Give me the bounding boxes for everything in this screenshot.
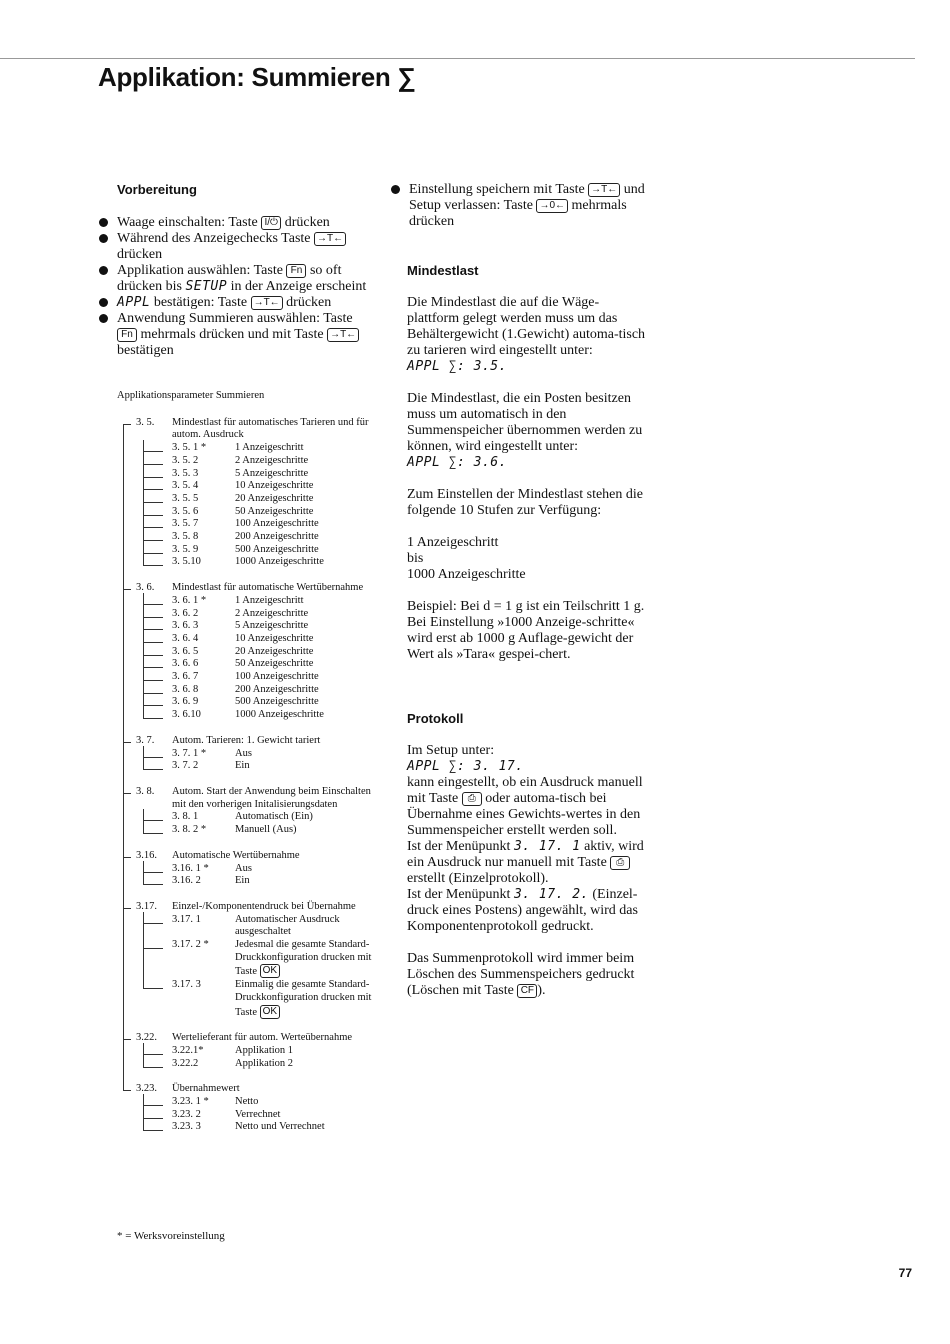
param-option	[98, 748, 378, 761]
option-label	[235, 506, 378, 519]
param-group	[98, 901, 378, 1019]
option-code: 3. 6. 5	[172, 645, 199, 657]
option-label	[235, 811, 378, 824]
text: drücken	[284, 215, 330, 230]
ok-key-icon: OK	[260, 964, 280, 978]
option-text: 100 Anzeigeschritte	[235, 671, 319, 683]
print-key-icon: ⎙	[610, 856, 630, 870]
tree-branch-line	[143, 680, 163, 681]
option-code: 3.23. 1 *	[172, 1096, 209, 1108]
option-label	[235, 620, 378, 633]
tree-branch-line	[143, 565, 163, 566]
option-text: Ein	[235, 875, 250, 887]
option-code: 3. 7. 1 *	[172, 747, 207, 759]
option-label	[235, 595, 378, 608]
option-text: 2 Anzeigeschritte	[235, 454, 309, 466]
tree-branch-line	[143, 540, 163, 541]
option-label	[235, 633, 378, 646]
param-option	[98, 696, 378, 709]
param-option	[98, 531, 378, 544]
tree-branch-line	[143, 502, 163, 503]
param-option	[98, 914, 378, 939]
text: Einstellung speichern mit Taste	[409, 182, 585, 197]
option-code: 3. 6. 1 *	[172, 594, 207, 606]
param-title: Wertelieferant für autom. Werteübernahme	[172, 1032, 353, 1044]
text: so oft drücken bis	[117, 263, 342, 294]
option-code: 3. 6. 3	[172, 620, 199, 632]
heading-mindestlast: Mindestlast	[407, 263, 479, 278]
tree-branch-line	[143, 948, 163, 949]
option-label	[235, 531, 378, 544]
display-3-17-2: 3. 17. 2.	[513, 887, 589, 902]
cf-key-icon: CF	[517, 984, 537, 998]
tree-branch-line	[143, 1054, 163, 1055]
tree-branch-line	[143, 667, 163, 668]
option-text: 10 Anzeigeschritte	[235, 632, 314, 644]
param-option	[98, 620, 378, 633]
text: drücken	[286, 295, 332, 310]
option-label	[235, 939, 378, 979]
option-code: 3. 5. 7	[172, 518, 199, 530]
option-label	[235, 1096, 378, 1109]
step-1	[98, 215, 373, 231]
param-group	[98, 850, 378, 888]
param-code: 3.16.	[136, 849, 157, 861]
param-group-header	[98, 1032, 378, 1045]
right-column	[390, 182, 650, 999]
option-code: 3. 5. 6	[172, 505, 199, 517]
option-label	[235, 760, 378, 773]
left-column	[98, 182, 373, 359]
option-label	[235, 455, 378, 468]
option-label	[235, 518, 378, 531]
option-text: Jedesmal die gesamte Standard-Druckkonfiguration drucken mit Taste	[235, 939, 372, 978]
option-label	[235, 646, 378, 659]
param-title: Übernahmewert	[172, 1083, 240, 1095]
option-text: Netto	[235, 1096, 259, 1108]
param-group-header	[98, 786, 378, 811]
option-text: 200 Anzeigeschritte	[235, 531, 319, 543]
option-text: Aus	[235, 747, 252, 759]
option-code: 3. 8. 1	[172, 811, 199, 823]
option-text: 2 Anzeigeschritte	[235, 607, 309, 619]
text: Applikation auswählen: Taste	[117, 263, 283, 278]
tree-branch-line	[143, 1067, 163, 1068]
page-number: 77	[898, 1266, 912, 1280]
tree-sub-line	[143, 861, 144, 885]
option-label	[235, 696, 378, 709]
tree-branch-line	[143, 515, 163, 516]
param-group	[98, 786, 378, 837]
text: aktiv, wird ein Ausdruck nur manuell mit Taste	[407, 839, 644, 870]
option-code: 3.22.1*	[172, 1044, 204, 1056]
param-group-header	[98, 1083, 378, 1096]
option-text: Einmalig die gesamte Standard-Druckkonfiguration drucken mit Taste	[235, 979, 372, 1018]
option-label	[235, 658, 378, 671]
param-group	[98, 417, 378, 569]
display-setup: SETUP	[185, 279, 228, 294]
option-code: 3. 5. 1 *	[172, 442, 207, 454]
text: Waage einschalten: Taste	[117, 215, 258, 230]
param-option	[98, 442, 378, 455]
display-3-17-1: 3. 17. 1	[513, 839, 581, 854]
text: bis	[407, 551, 424, 566]
param-code: 3. 7.	[136, 734, 155, 746]
param-option	[98, 1121, 378, 1134]
param-option	[98, 875, 378, 888]
tree-group-line	[123, 424, 131, 425]
param-option	[98, 556, 378, 569]
option-code: 3. 5. 5	[172, 492, 199, 504]
text: 1000 Anzeigeschritte	[407, 567, 526, 582]
param-group-header	[98, 901, 378, 914]
param-title: Autom. Start der Anwendung beim Einschalten mit den vorherigen Initalisierungsdaten	[172, 785, 371, 810]
param-option	[98, 595, 378, 608]
option-code: 3.16. 2	[172, 875, 201, 887]
text: und Setup verlassen: Taste	[409, 182, 645, 213]
param-code: 3. 6.	[136, 582, 155, 594]
paragraph	[407, 295, 650, 375]
tree-branch-line	[143, 477, 163, 478]
option-label	[235, 480, 378, 493]
option-code: 3. 5. 4	[172, 480, 199, 492]
text: mehrmals drücken	[409, 198, 627, 229]
tree-branch-line	[143, 1105, 163, 1106]
option-code: 3. 7. 2	[172, 760, 199, 772]
step-3	[98, 263, 373, 295]
option-code: 3. 6.10	[172, 709, 201, 721]
paragraph	[407, 743, 650, 935]
display-appl-3-5: APPL ∑: 3.5.	[407, 359, 507, 374]
option-text: Automatischer Ausdruck ausgeschaltet	[235, 913, 340, 938]
paragraph	[407, 391, 650, 471]
param-option	[98, 709, 378, 722]
option-text: Manuell (Aus)	[235, 824, 297, 836]
tare-key-icon: →T←	[327, 328, 359, 342]
option-code: 3.23. 3	[172, 1121, 201, 1133]
ok-key-icon: OK	[260, 1005, 280, 1019]
text: bestätigen: Taste	[153, 295, 248, 310]
param-option	[98, 811, 378, 824]
param-option	[98, 506, 378, 519]
tree-branch-line	[143, 464, 163, 465]
option-label	[235, 979, 378, 1019]
option-code: 3. 6. 4	[172, 632, 199, 644]
option-code: 3. 8. 2 *	[172, 824, 207, 836]
text: Die Mindestlast die auf die Wäge-plattform gelegt werden muss um das Behältergewicht (1.Gewicht) automa-tisch zu tarieren wird eingestellt unter:	[407, 295, 646, 358]
param-option	[98, 646, 378, 659]
param-option	[98, 979, 378, 1019]
fn-key-icon: Fn	[286, 264, 306, 278]
top-rule	[0, 58, 915, 59]
tree-branch-line	[143, 642, 163, 643]
param-option	[98, 608, 378, 621]
param-title: Autom. Tarieren: 1. Gewicht tariert	[172, 734, 321, 746]
param-option	[98, 1045, 378, 1058]
page-title: Applikation: Summieren ∑	[98, 62, 416, 92]
option-code: 3. 5. 9	[172, 543, 199, 555]
option-label	[235, 824, 378, 837]
paragraph	[407, 951, 650, 999]
parameter-tree	[98, 390, 378, 1147]
tree-sub-line	[143, 746, 144, 770]
text: Das Summenprotokoll wird immer beim Löschen des Summenspeichers gedruckt (Löschen mit Taste	[407, 951, 635, 998]
tree-group-line	[123, 1090, 131, 1091]
option-code: 3. 6. 9	[172, 696, 199, 708]
option-label	[235, 442, 378, 455]
tree-branch-line	[143, 1130, 163, 1131]
display-appl-3-6: APPL ∑: 3.6.	[407, 455, 507, 470]
text: Während des Anzeigechecks Taste	[117, 231, 311, 246]
option-label	[235, 493, 378, 506]
param-option	[98, 671, 378, 684]
option-code: 3.17. 3	[172, 979, 201, 991]
option-label	[235, 875, 378, 888]
option-text: Automatisch (Ein)	[235, 811, 313, 823]
param-title: Automatische Wertübernahme	[172, 849, 300, 861]
tree-branch-line	[143, 553, 163, 554]
text: Im Setup unter:	[407, 743, 495, 758]
option-text: 50 Anzeigeschritte	[235, 658, 314, 670]
tree-branch-line	[143, 1118, 163, 1119]
option-code: 3. 6. 7	[172, 671, 199, 683]
param-option	[98, 684, 378, 697]
option-code: 3. 5. 8	[172, 531, 199, 543]
tree-branch-line	[143, 489, 163, 490]
tree-branch-line	[143, 923, 163, 924]
option-text: 20 Anzeigeschritte	[235, 492, 314, 504]
param-group-header	[98, 417, 378, 442]
tree-branch-line	[143, 769, 163, 770]
tree-group-line	[123, 857, 131, 858]
option-text: 500 Anzeigeschritte	[235, 543, 319, 555]
param-group	[98, 1083, 378, 1134]
option-text: 50 Anzeigeschritte	[235, 505, 314, 517]
paragraph	[407, 535, 650, 583]
text: drücken	[117, 247, 163, 262]
tree-trunk-line	[123, 424, 124, 1091]
step-2	[98, 231, 373, 263]
tree-group-line	[123, 793, 131, 794]
text: mehrmals drücken und mit Taste	[140, 327, 324, 342]
param-option	[98, 1109, 378, 1122]
footnote: * = Werksvoreinstellung	[117, 1230, 225, 1242]
tree-sub-line	[143, 1094, 144, 1130]
tree-branch-line	[143, 629, 163, 630]
heading-vorbereitung: Vorbereitung	[117, 182, 197, 197]
option-label	[235, 1058, 378, 1071]
tree-sub-line	[143, 593, 144, 718]
tree-group-line	[123, 1039, 131, 1040]
option-text: 100 Anzeigeschritte	[235, 518, 319, 530]
tare-key-icon: →T←	[251, 296, 283, 310]
param-option	[98, 468, 378, 481]
print-key-icon: ⎙	[462, 792, 482, 806]
step-5	[98, 311, 373, 359]
param-option	[98, 1058, 378, 1071]
option-label	[235, 748, 378, 761]
tree-branch-line	[143, 872, 163, 873]
option-code: 3.23. 2	[172, 1108, 201, 1120]
option-code: 3.17. 2 *	[172, 939, 209, 951]
display-appl: APPL	[117, 295, 151, 310]
step-4	[98, 295, 373, 311]
option-code: 3. 5. 3	[172, 467, 199, 479]
zero-key-icon: →0←	[536, 199, 568, 213]
option-label	[235, 608, 378, 621]
tree-branch-line	[143, 833, 163, 834]
param-group	[98, 1032, 378, 1070]
option-text: 500 Anzeigeschritte	[235, 696, 319, 708]
option-label	[235, 544, 378, 557]
param-option	[98, 863, 378, 876]
option-text: 5 Anzeigeschritte	[235, 467, 309, 479]
option-code: 3. 6. 8	[172, 683, 199, 695]
param-option	[98, 824, 378, 837]
option-label	[235, 556, 378, 569]
text: Ist der Menüpunkt	[407, 839, 511, 854]
tree-branch-line	[143, 718, 163, 719]
option-code: 3.22.2	[172, 1057, 199, 1069]
param-group-header	[98, 582, 378, 595]
tree-branch-line	[143, 988, 163, 989]
param-option	[98, 455, 378, 468]
tree-branch-line	[143, 757, 163, 758]
heading-protokoll: Protokoll	[407, 711, 464, 726]
option-text: Aus	[235, 862, 252, 874]
param-code: 3.23.	[136, 1083, 157, 1095]
option-label	[235, 684, 378, 697]
text: Ist der Menüpunkt	[407, 887, 511, 902]
param-option	[98, 480, 378, 493]
tree-group-line	[123, 742, 131, 743]
text: in der Anzeige erscheint	[230, 279, 367, 294]
param-code: 3. 8.	[136, 785, 155, 797]
text: oder automa-tisch bei Übernahme eines Gewichts-wertes in den Summenspeicher erstellt werden soll.	[407, 791, 641, 838]
display-appl-3-17: APPL ∑: 3. 17.	[407, 759, 524, 774]
param-option	[98, 544, 378, 557]
param-option	[98, 939, 378, 979]
tree-sub-line	[143, 809, 144, 833]
option-code: 3.16. 1 *	[172, 862, 209, 874]
tree-branch-line	[143, 705, 163, 706]
option-text: 5 Anzeigeschritte	[235, 620, 309, 632]
param-option	[98, 658, 378, 671]
text: 1 Anzeigeschritt	[407, 535, 499, 550]
option-text: 1000 Anzeigeschritte	[235, 556, 324, 568]
param-title: Einzel-/Komponentendruck bei Übernahme	[172, 900, 356, 912]
option-code: 3. 6. 2	[172, 607, 199, 619]
tree-body	[98, 417, 378, 1134]
option-text: 1 Anzeigeschritt	[235, 442, 304, 454]
tree-sub-line	[143, 440, 144, 565]
option-label	[235, 1121, 378, 1134]
paragraph: Beispiel: Bei d = 1 g ist ein Teilschritt 1 g. Bei Einstellung »1000 Anzeige-schritte« wird erst ab 1000 g Auflage-gewicht der Wert als »Tara« gespei-chert.	[407, 599, 645, 662]
text: kann eingestellt, ob ein Ausdruck manuell mit Taste	[407, 775, 643, 806]
option-text: Applikation 2	[235, 1057, 294, 1069]
text: bestätigen	[117, 343, 174, 358]
power-key-icon: I/⏻	[261, 216, 281, 230]
tree-branch-line	[143, 451, 163, 452]
tree-branch-line	[143, 884, 163, 885]
param-option	[98, 1096, 378, 1109]
tree-sub-line	[143, 1043, 144, 1067]
option-code: 3. 6. 6	[172, 658, 199, 670]
tree-group-line	[123, 589, 131, 590]
step-save	[390, 182, 650, 230]
tree-branch-line	[143, 820, 163, 821]
option-text: 200 Anzeigeschritte	[235, 683, 319, 695]
param-group	[98, 582, 378, 722]
option-label	[235, 914, 378, 939]
text: ).	[537, 983, 546, 998]
option-code: 3. 5. 2	[172, 454, 199, 466]
paragraph: Zum Einstellen der Mindestlast stehen die folgende 10 Stufen zur Verfügung:	[407, 487, 644, 518]
tree-branch-line	[143, 527, 163, 528]
param-option	[98, 493, 378, 506]
text: Die Mindestlast, die ein Posten besitzen muss um automatisch in den Summenspeicher übernommen werden zu können, wird eingestellt unter:	[407, 391, 643, 454]
tree-branch-line	[143, 617, 163, 618]
param-code: 3.17.	[136, 900, 157, 912]
param-code: 3. 5.	[136, 416, 155, 428]
option-text: 20 Anzeigeschritte	[235, 645, 314, 657]
option-text: Verrechnet	[235, 1108, 281, 1120]
param-option	[98, 760, 378, 773]
tree-sub-line	[143, 912, 144, 989]
option-text: 1000 Anzeigeschritte	[235, 709, 324, 721]
tree-branch-line	[143, 693, 163, 694]
param-group-header	[98, 735, 378, 748]
option-text: Ein	[235, 760, 250, 772]
option-label	[235, 709, 378, 722]
option-label	[235, 468, 378, 481]
param-option	[98, 518, 378, 531]
option-label	[235, 1109, 378, 1122]
tare-key-icon: →T←	[588, 183, 620, 197]
option-code: 3.17. 1	[172, 913, 201, 925]
tree-group-line	[123, 908, 131, 909]
tree-heading: Applikationsparameter Summieren	[117, 390, 265, 401]
param-group	[98, 735, 378, 773]
option-code: 3. 5.10	[172, 556, 201, 568]
param-title: Mindestlast für automatische Wertübernahme	[172, 582, 364, 594]
option-label	[235, 671, 378, 684]
tare-key-icon: →T←	[314, 232, 346, 246]
text: Anwendung Summieren auswählen: Taste	[117, 311, 353, 326]
option-text: Netto und Verrechnet	[235, 1121, 325, 1133]
param-title: Mindestlast für automatisches Tarieren und für autom. Ausdruck	[172, 416, 369, 441]
option-text: Applikation 1	[235, 1044, 294, 1056]
param-group-header	[98, 850, 378, 863]
option-text: 1 Anzeigeschritt	[235, 594, 304, 606]
text: (Einzel-druck eines Postens) angewählt, wird das Komponentenprotokoll gedruckt.	[407, 887, 638, 934]
option-label	[235, 863, 378, 876]
param-option	[98, 633, 378, 646]
fn-key-icon: Fn	[117, 328, 137, 342]
option-label	[235, 1045, 378, 1058]
tree-branch-line	[143, 655, 163, 656]
param-code: 3.22.	[136, 1032, 157, 1044]
text: erstellt (Einzelprotokoll).	[407, 871, 549, 886]
option-text: 10 Anzeigeschritte	[235, 480, 314, 492]
tree-branch-line	[143, 604, 163, 605]
